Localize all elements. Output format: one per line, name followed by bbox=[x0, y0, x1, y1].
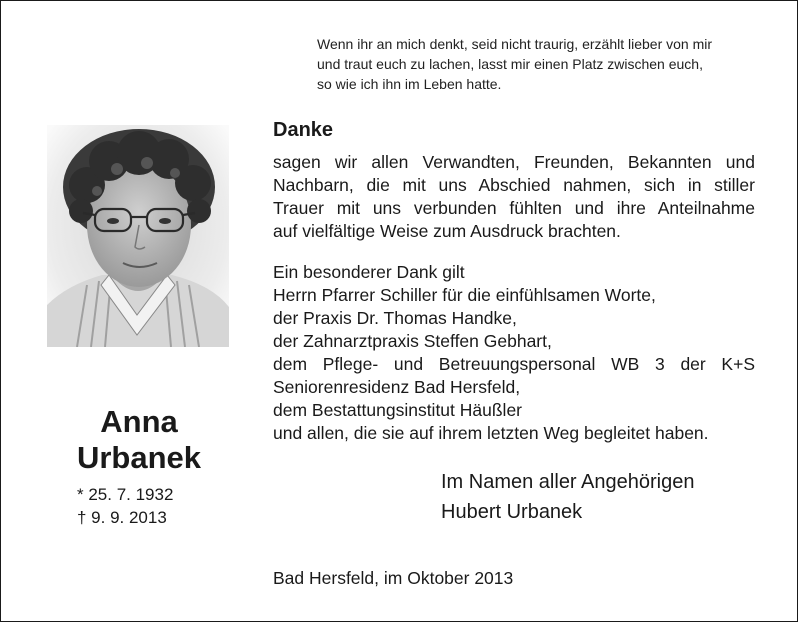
death-date: † 9. 9. 2013 bbox=[77, 508, 167, 527]
thanks-paragraph bbox=[273, 151, 755, 243]
special-thanks-line-8: und allen, die sie auf ihrem letzten Weg begleitet haben. bbox=[273, 423, 709, 443]
special-thanks-line-7: dem Bestattungsinstitut Häußler bbox=[273, 400, 523, 420]
portrait-photo bbox=[47, 125, 229, 347]
first-name: Anna bbox=[100, 404, 178, 439]
poem-line-2: und traut euch zu lachen, lasst mir einen Platz zwischen euch, bbox=[317, 56, 703, 72]
last-name: Urbanek bbox=[76, 440, 202, 475]
poem bbox=[317, 34, 777, 94]
special-thanks-line-2: Herrn Pfarrer Schiller für die einfühlsamen Worte, bbox=[273, 285, 656, 305]
birth-date: * 25. 7. 1932 bbox=[77, 485, 174, 504]
special-thanks-paragraph bbox=[273, 261, 755, 445]
thanks-heading: Danke bbox=[273, 119, 334, 141]
thanks-line-2: Nachbarn, die mit uns Abschied nahmen, sich in stiller bbox=[273, 175, 755, 195]
special-thanks-line-6: Seniorenresidenz Bad Hersfeld, bbox=[273, 377, 521, 397]
poem-line-1: Wenn ihr an mich denkt, seid nicht traurig, erzählt lieber von mir bbox=[317, 36, 713, 52]
special-thanks-line-5: dem Pflege- und Betreuungspersonal WB 3 der K+S bbox=[273, 354, 755, 374]
signature bbox=[441, 467, 694, 527]
thanks-line-3: Trauer mit uns verbunden fühlten und ihre Anteilnahme bbox=[273, 198, 755, 218]
place-and-date: Bad Hersfeld, im Oktober 2013 bbox=[273, 568, 514, 588]
signature-line-2: Hubert Urbanek bbox=[441, 501, 583, 523]
poem-line-3: so wie ich ihn im Leben hatte. bbox=[317, 76, 502, 92]
special-thanks-line-3: der Praxis Dr. Thomas Handke, bbox=[273, 308, 517, 328]
deceased-name bbox=[21, 404, 257, 476]
thanks-line-4: auf vielfältige Weise zum Ausdruck brachten. bbox=[273, 221, 621, 241]
life-dates bbox=[77, 483, 277, 529]
thanks-line-1: sagen wir allen Verwandten, Freunden, Bekannten und bbox=[273, 152, 755, 172]
special-thanks-line-4: der Zahnarztpraxis Steffen Gebhart, bbox=[273, 331, 552, 351]
special-thanks-line-1: Ein besonderer Dank gilt bbox=[273, 262, 465, 282]
signature-line-1: Im Namen aller Angehörigen bbox=[441, 471, 695, 493]
